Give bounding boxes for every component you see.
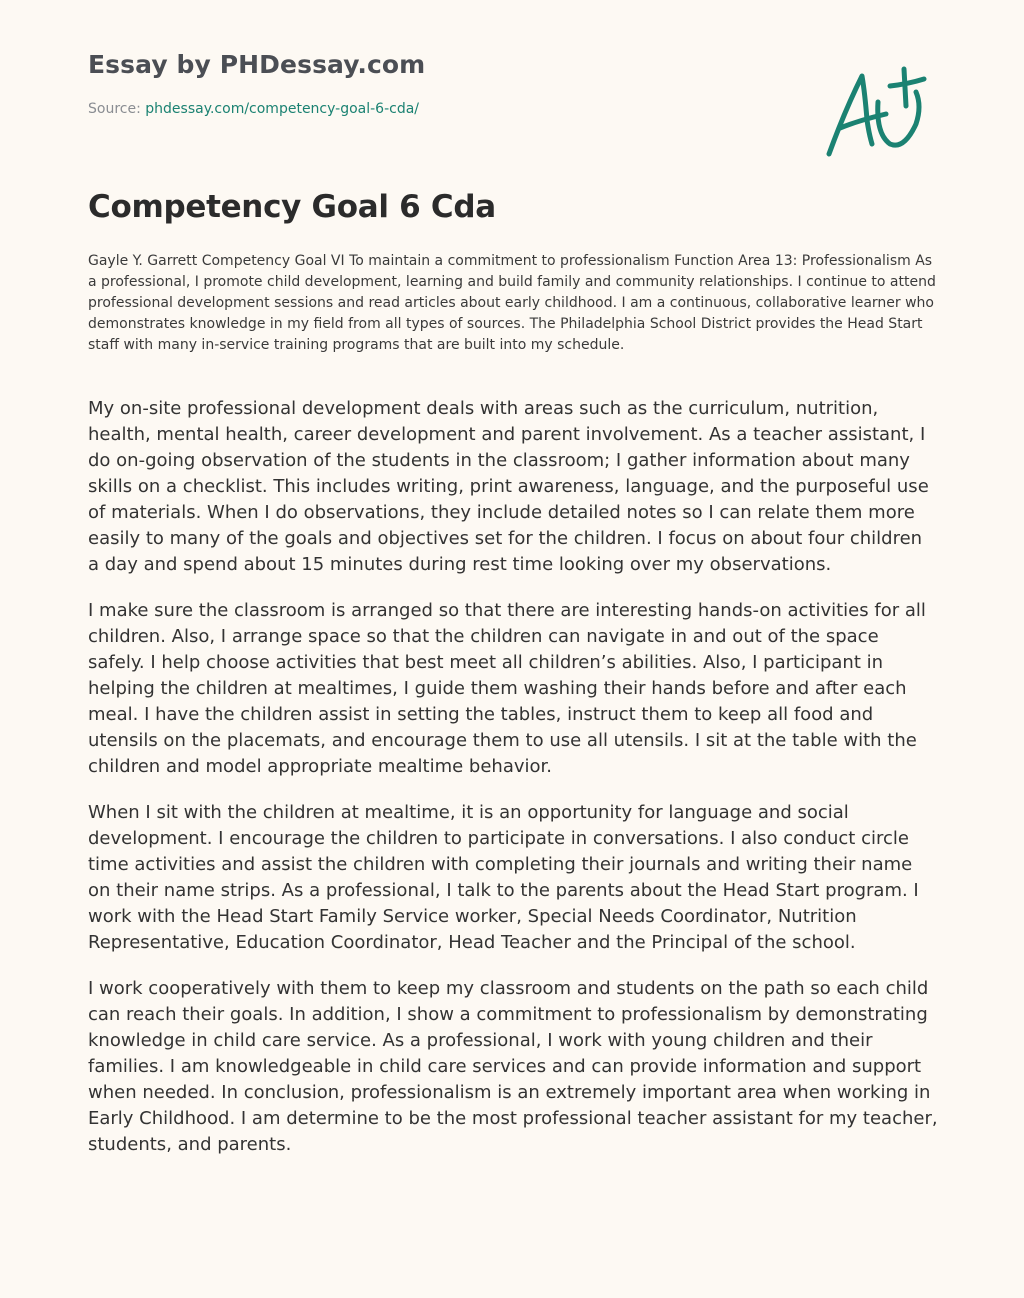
essay-title: Competency Goal 6 Cda (88, 189, 496, 225)
essay-paragraph: My on-site professional development deals with areas such as the curriculum, nutrition, health, mental health, career development and parent involvement. As a teacher assistant, I do on-going observation of the students in the classroom; I gather information about many skills on a checklist. This includes writing, print awareness, language, and the purposeful use of materials. When I do observations, they include detailed notes so I can relate them more easily to many of the goals and objectives set for the children. I focus on about four children a day and spend about 15 minutes during rest time looking over my observations. (88, 398, 929, 575)
essay-paragraph: I make sure the classroom is arranged so that there are interesting hands-on activities for all children. Also, I arrange space so that the children can navigate in and out of the space safely. I help choose activities that best meet all children’s abilities. Also, I participant in helping the children at mealtimes, I guide them washing their hands before and after each meal. I have the children assist in setting the tables, instruct them to keep all food and utensils on the placemats, and encourage them to use all utensils. I sit at the table with the children and model appropriate mealtime behavior. (88, 600, 926, 777)
essay-paragraph: When I sit with the children at mealtime, it is an opportunity for language and social development. I encourage the children to participate in conversations. I also conduct circle time activities and assist the children with completing their journals and writing their name on their name strips. As a professional, I talk to the parents about the Head Start program. I work with the Head Start Family Service worker, Special Needs Coordinator, Nutrition Representative, Education Coordinator, Head Teacher and the Principal of the school. (88, 802, 919, 953)
source-link[interactable]: phdessay.com/competency-goal-6-cda/ (145, 101, 420, 117)
essay-paragraph: I work cooperatively with them to keep my classroom and students on the path so each child can reach their goals. In addition, I show a commitment to professionalism by demonstrating knowledge in child care service. As a professional, I work with young children and their families. I am knowledgeable in child care services and can provide information and support when needed. In conclusion, professionalism is an extremely important area when working in Early Childhood. I am determine to be the most professional teacher assistant for my teacher, students, and parents. (88, 978, 938, 1155)
essay-body (88, 396, 938, 1178)
site-brand: Essay by PHDessay.com (88, 50, 426, 79)
source-label: Source: (88, 101, 146, 117)
essay-abstract: Gayle Y. Garrett Competency Goal VI To maintain a commitment to professionalism Function Area 13: Professionalism As a professional, I promote child development, learning and build family and community relationships. I continue to attend professional development sessions and read articles about early childhood. I am a continuous, collaborative learner who demonstrates knowledge in my field from all types of sources. The Philadelphia School District provides the Head Start staff with many in-service training programs that are built into my schedule. (88, 253, 936, 353)
source-line (88, 101, 419, 117)
a-plus-logo-icon (820, 62, 930, 162)
